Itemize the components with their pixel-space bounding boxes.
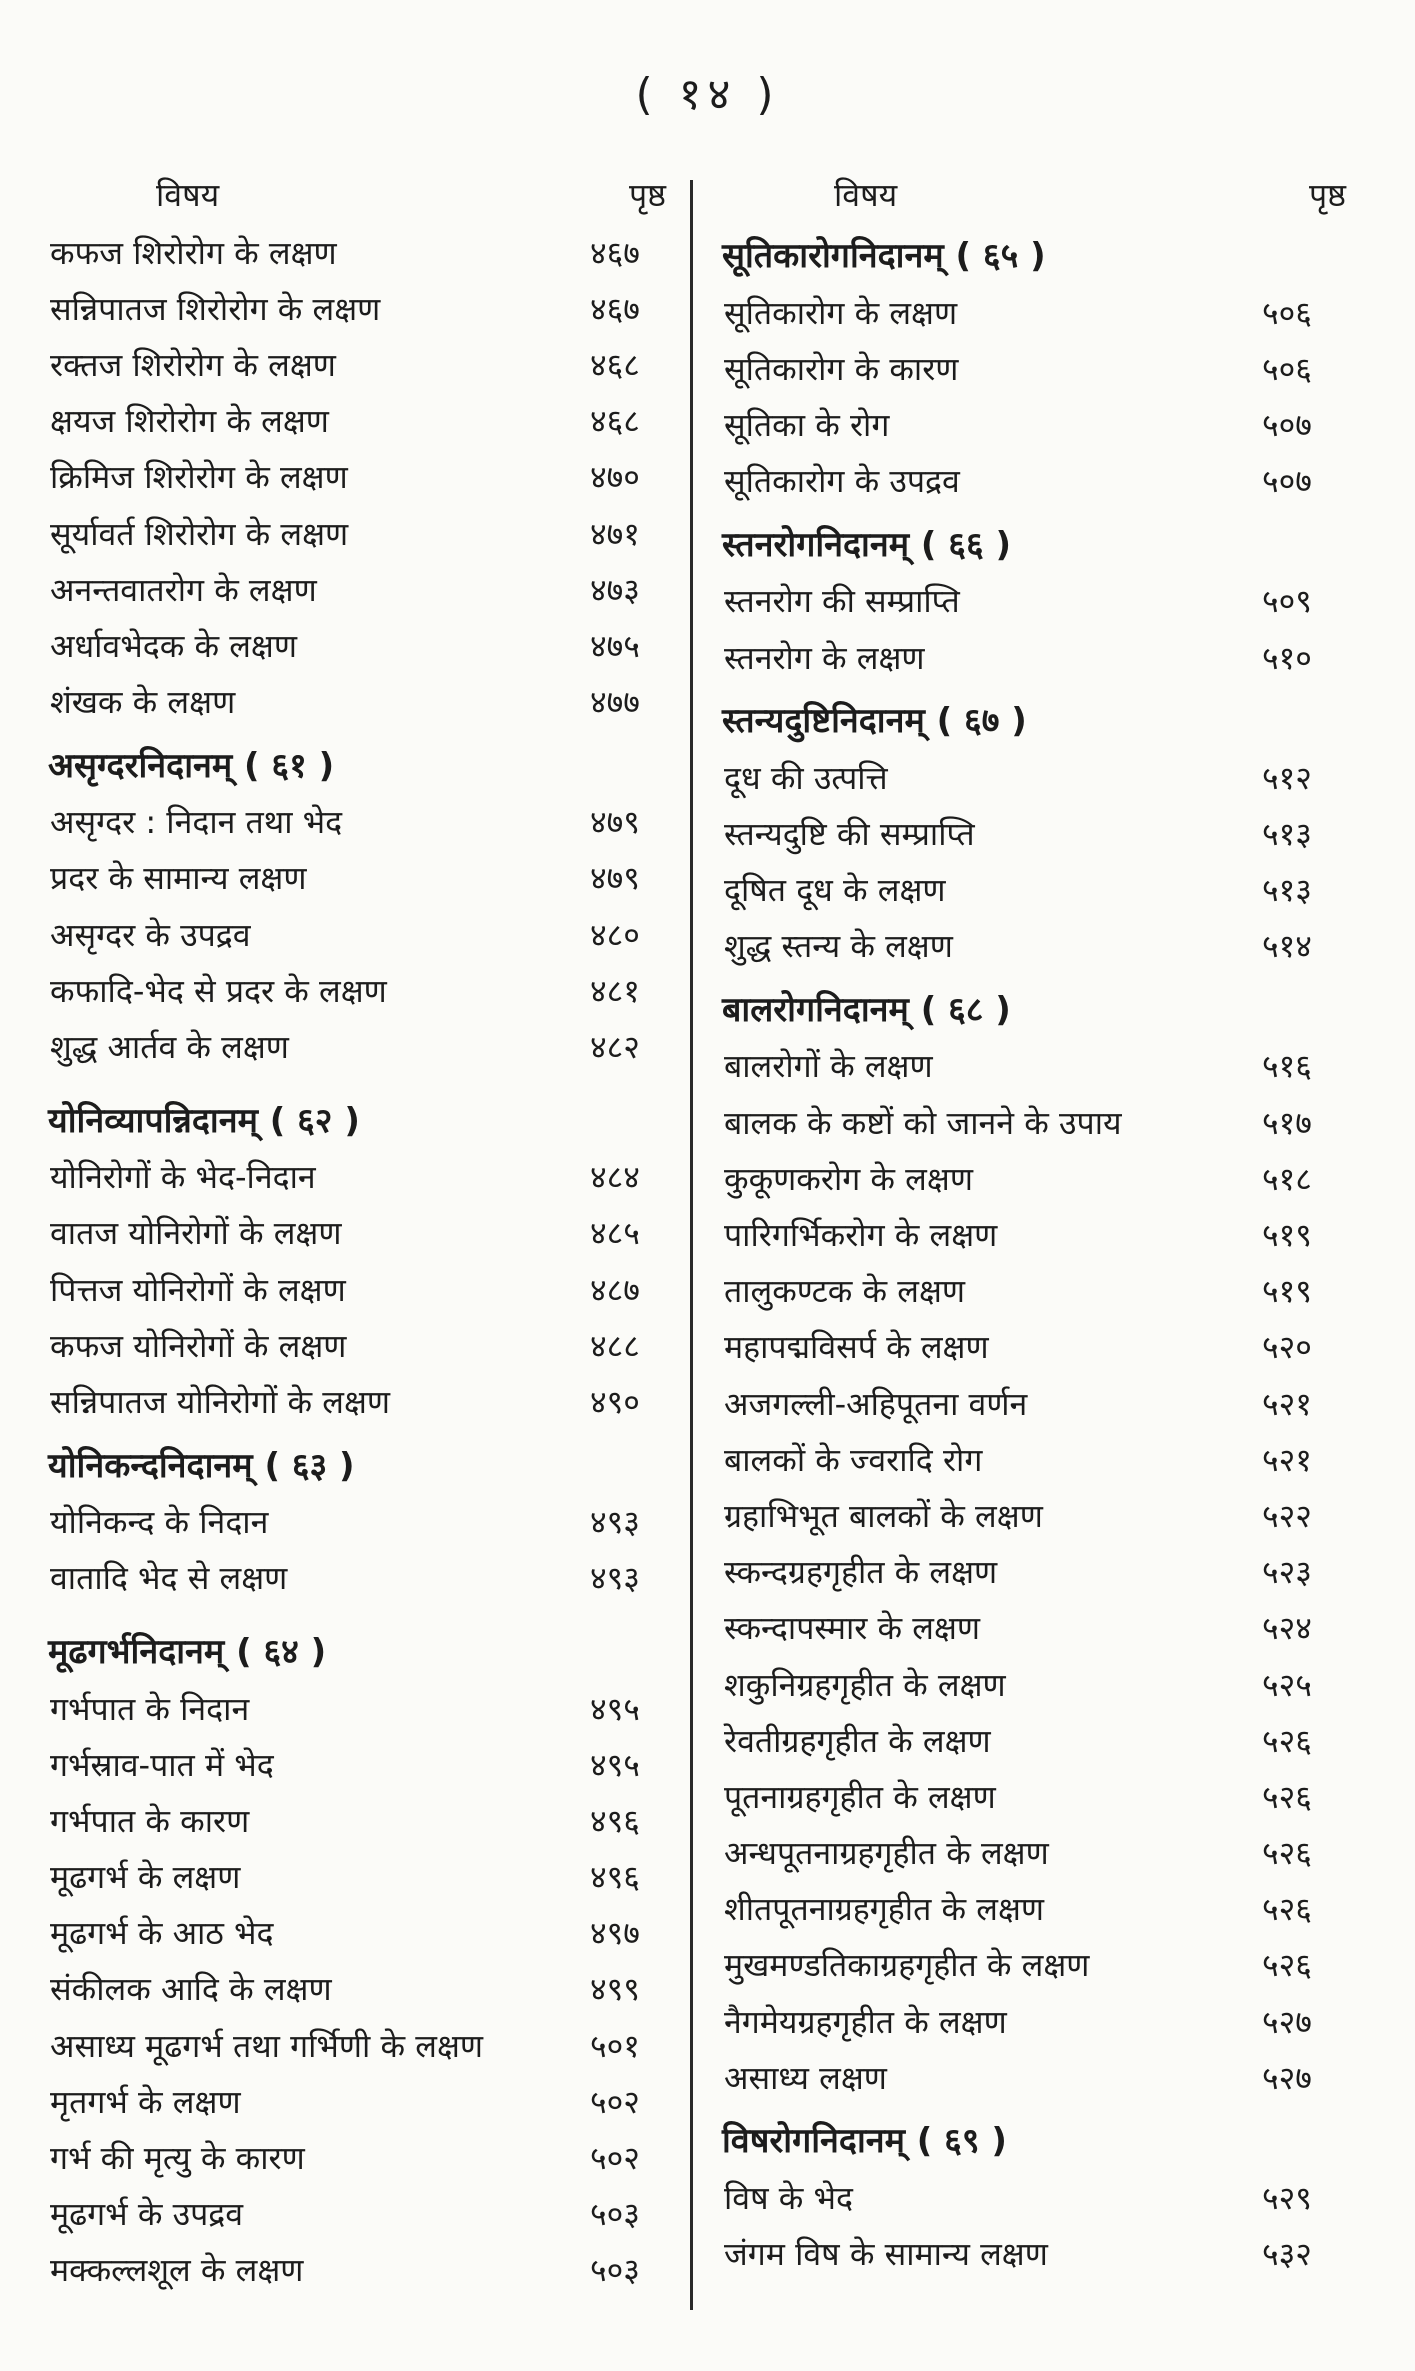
toc-page: ४६७ (590, 289, 640, 328)
toc-page: ४७७ (590, 683, 640, 722)
toc-row (48, 1317, 680, 1373)
toc-row (722, 918, 1352, 974)
toc-row (722, 1375, 1352, 1431)
toc-topic: असृग्दर : निदान तथा भेद (50, 803, 343, 842)
toc-page: ५०६ (1262, 349, 1312, 388)
toc-topic: शुद्ध स्तन्य के लक्षण (724, 927, 953, 966)
toc-topic: पूतनाग्रहगृहीत के लक्षण (724, 1777, 996, 1816)
toc-topic: स्कन्दग्रहगृहीत के लक्षण (724, 1553, 998, 1592)
toc-page: ५२६ (1262, 1721, 1312, 1760)
toc-page: ५२६ (1262, 1834, 1312, 1873)
toc-page: ५०३ (590, 2195, 640, 2234)
toc-page: ५१३ (1262, 871, 1312, 910)
toc-topic: बालरोगों के लक्षण (724, 1047, 933, 1086)
header-subject: विषय (156, 175, 220, 214)
section-heading-69: विषरोगनिदानम् ( ६९ ) (722, 2121, 1007, 2162)
toc-row (48, 1961, 680, 2017)
toc-page: ४९६ (590, 1858, 640, 1897)
toc-row (48, 393, 680, 449)
section-heading-62: योनिव्यापन्निदानम् ( ६२ ) (48, 1100, 360, 1141)
toc-row (48, 850, 680, 906)
toc-page: ५०७ (1262, 405, 1312, 444)
toc-topic: प्रदर के सामान्य लक्षण (50, 859, 307, 898)
toc-page: ४८४ (590, 1158, 640, 1197)
toc-page: ५२९ (1262, 2179, 1312, 2218)
toc-topic: मूढगर्भ के उपद्रव (50, 2195, 244, 2234)
toc-row (48, 906, 680, 962)
toc-page: ४८२ (590, 1028, 640, 1067)
toc-topic: मूढगर्भ के आठ भेद (50, 1914, 274, 1953)
toc-row (722, 1206, 1352, 1262)
toc-row (722, 396, 1352, 452)
toc-row (48, 505, 680, 561)
toc-row (722, 453, 1352, 509)
toc-page: ५०३ (590, 2251, 640, 2290)
toc-page: ४७० (590, 458, 640, 497)
toc-row (722, 749, 1352, 805)
toc-topic: अजगल्ली-अहिपूतना वर्णन (724, 1384, 1028, 1423)
toc-page: ५२० (1262, 1328, 1312, 1367)
toc-topic: गर्भस्राव-पात में भेद (50, 1745, 274, 1784)
toc-topic: गर्भपात के निदान (50, 1689, 250, 1728)
toc-row (722, 1544, 1352, 1600)
toc-page: ५१३ (1262, 814, 1312, 853)
toc-page: ५२६ (1262, 1777, 1312, 1816)
section-heading-67: स्तन्यदुष्टिनिदानम् ( ६७ ) (722, 701, 1027, 742)
toc-row (48, 280, 680, 336)
toc-topic: सन्निपातज शिरोरोग के लक्षण (50, 289, 381, 328)
toc-row (722, 2226, 1352, 2282)
toc-row (48, 2073, 680, 2129)
toc-row (48, 674, 680, 730)
toc-row (48, 794, 680, 850)
toc-row (48, 1550, 680, 1606)
toc-row (722, 1656, 1352, 1712)
toc-page: ४९९ (590, 1970, 640, 2009)
toc-topic: कुकूणकरोग के लक्षण (724, 1159, 973, 1198)
right-column (722, 168, 1352, 2282)
toc-page: ४८५ (590, 1214, 640, 1253)
toc-topic: शकुनिग्रहगृहीत के लक्षण (724, 1665, 1006, 1704)
toc-topic: मृतगर्भ के लक्षण (50, 2082, 241, 2121)
toc-row (722, 805, 1352, 861)
toc-row (722, 1937, 1352, 1993)
toc-page: ५१९ (1262, 1216, 1312, 1255)
toc-topic: गर्भपात के कारण (50, 1801, 250, 1840)
entries-chapter-60 (48, 224, 680, 730)
column-header (48, 168, 680, 220)
toc-row (48, 1373, 680, 1429)
toc-page: ४६७ (590, 233, 640, 272)
toc-page: ४६८ (590, 402, 640, 441)
toc-row (48, 336, 680, 392)
toc-page: ४७१ (590, 514, 640, 553)
toc-row (48, 449, 680, 505)
toc-row (48, 1205, 680, 1261)
toc-row (48, 2129, 680, 2185)
toc-row (722, 1600, 1352, 1656)
toc-page: ५२६ (1262, 1946, 1312, 1985)
toc-page: ५२३ (1262, 1553, 1312, 1592)
toc-row (48, 1849, 680, 1905)
toc-row (48, 1261, 680, 1317)
toc-topic: शीतपूतनाग्रहगृहीत के लक्षण (724, 1890, 1045, 1929)
toc-page: ४७९ (590, 859, 640, 898)
toc-page: ४६८ (590, 345, 640, 384)
toc-topic: शंखक के लक्षण (50, 683, 236, 722)
toc-topic: विष के भेद (724, 2179, 853, 2218)
toc-topic: स्कन्दापस्मार के लक्षण (724, 1609, 981, 1648)
toc-page: ५२१ (1262, 1384, 1312, 1423)
section-heading-61: असृग्दरनिदानम् ( ६१ ) (48, 745, 335, 786)
toc-topic: असाध्य लक्षण (724, 2058, 887, 2097)
section-heading-64: मूढगर्भनिदानम् ( ६४ ) (48, 1631, 327, 1672)
toc-topic: कफादि-भेद से प्रदर के लक्षण (50, 971, 387, 1010)
toc-topic: बालक के कष्टों को जानने के उपाय (724, 1103, 1122, 1142)
toc-topic: अर्धावभेदक के लक्षण (50, 626, 297, 665)
toc-row (722, 2169, 1352, 2225)
toc-row (48, 2017, 680, 2073)
toc-topic: सूतिका के रोग (724, 405, 890, 444)
toc-page: ४९६ (590, 1801, 640, 1840)
toc-page: ५१८ (1262, 1159, 1312, 1198)
toc-topic: दूध की उत्पत्ति (724, 758, 888, 797)
toc-topic: वातादि भेद से लक्षण (50, 1559, 288, 1598)
toc-page: ४९३ (590, 1559, 640, 1598)
toc-topic: मुखमण्डतिकाग्रहगृहीत के लक्षण (724, 1946, 1090, 1985)
toc-row (48, 1736, 680, 1792)
toc-topic: नैगमेयग्रहगृहीत के लक्षण (724, 2002, 1007, 2041)
toc-topic: स्तनरोग की सम्प्राप्ति (724, 582, 960, 621)
toc-page: ४७९ (590, 803, 640, 842)
toc-row (48, 1018, 680, 1074)
toc-row (48, 962, 680, 1018)
toc-row (48, 2186, 680, 2242)
toc-page: ५२५ (1262, 1665, 1312, 1704)
toc-row (48, 1792, 680, 1848)
section-heading-66: स्तनरोगनिदानम् ( ६६ ) (722, 524, 1012, 565)
toc-topic: पित्तज योनिरोगों के लक्षण (50, 1270, 346, 1309)
toc-topic: सन्निपातज योनिरोगों के लक्षण (50, 1382, 391, 1421)
toc-row (722, 1150, 1352, 1206)
toc-page: ४९५ (590, 1745, 640, 1784)
toc-page: ५०२ (590, 2082, 640, 2121)
toc-topic: ग्रहाभिभूत बालकों के लक्षण (724, 1496, 1043, 1535)
toc-topic: सूतिकारोग के कारण (724, 349, 959, 388)
toc-page: ५२२ (1262, 1496, 1312, 1535)
toc-topic: सूतिकारोग के लक्षण (724, 293, 958, 332)
toc-row (722, 1319, 1352, 1375)
toc-page: ४८१ (590, 971, 640, 1010)
toc-row (722, 629, 1352, 685)
toc-row (722, 284, 1352, 340)
toc-row (48, 1905, 680, 1961)
toc-topic: क्रिमिज शिरोरोग के लक्षण (50, 458, 348, 497)
section-heading-63: योनिकन्दनिदानम् ( ६३ ) (48, 1445, 355, 1486)
toc-page: ५०९ (1262, 582, 1312, 621)
toc-row (722, 340, 1352, 396)
toc-topic: कफज योनिरोगों के लक्षण (50, 1326, 347, 1365)
toc-topic: अनन्तवातरोग के लक्षण (50, 570, 317, 609)
toc-topic: स्तनरोग के लक्षण (724, 638, 925, 677)
toc-row (722, 862, 1352, 918)
toc-topic: स्तन्यदुष्टि की सम्प्राप्ति (724, 814, 975, 853)
toc-page: ४७३ (590, 570, 640, 609)
toc-topic: योनिकन्द के निदान (50, 1503, 269, 1542)
toc-topic: गर्भ की मृत्यु के कारण (50, 2139, 305, 2178)
toc-page: ५१४ (1262, 927, 1312, 966)
toc-topic: रेवतीग्रहगृहीत के लक्षण (724, 1721, 991, 1760)
toc-topic: तालुकण्टक के लक्षण (724, 1272, 966, 1311)
toc-page: ४८८ (590, 1326, 640, 1365)
header-subject: विषय (834, 175, 898, 214)
toc-row (722, 1712, 1352, 1768)
toc-page: ५३२ (1262, 2235, 1312, 2274)
toc-topic: योनिरोगों के भेद-निदान (50, 1158, 316, 1197)
header-page: पृष्ठ (628, 175, 666, 214)
toc-row (722, 1263, 1352, 1319)
toc-page: ५२४ (1262, 1609, 1312, 1648)
toc-row (48, 1494, 680, 1550)
toc-row (722, 1993, 1352, 2049)
toc-page: ४९५ (590, 1689, 640, 1728)
toc-page: ५०१ (590, 2026, 640, 2065)
toc-row (48, 224, 680, 280)
toc-row (48, 2242, 680, 2298)
toc-page: ५१९ (1262, 1272, 1312, 1311)
toc-topic: सूतिकारोग के उपद्रव (724, 462, 960, 501)
toc-page: ४९७ (590, 1914, 640, 1953)
toc-topic: रक्तज शिरोरोग के लक्षण (50, 345, 336, 384)
toc-topic: जंगम विष के सामान्य लक्षण (724, 2235, 1048, 2274)
toc-row (722, 1768, 1352, 1824)
toc-page: ५१७ (1262, 1103, 1312, 1142)
toc-row (722, 1487, 1352, 1543)
toc-page: ५२७ (1262, 2058, 1312, 2097)
toc-row (722, 1881, 1352, 1937)
toc-page: ५२७ (1262, 2002, 1312, 2041)
section-heading-65: सूतिकारोगनिदानम् ( ६५ ) (722, 236, 1046, 276)
toc-page: ४९० (590, 1382, 640, 1421)
toc-topic: वातज योनिरोगों के लक्षण (50, 1214, 342, 1253)
toc-page: ५०६ (1262, 293, 1312, 332)
toc-row (48, 617, 680, 673)
toc-row (722, 1825, 1352, 1881)
toc-topic: क्षयज शिरोरोग के लक्षण (50, 402, 329, 441)
toc-page: ४८७ (590, 1270, 640, 1309)
toc-page: ४९३ (590, 1503, 640, 1542)
toc-topic: शुद्ध आर्तव के लक्षण (50, 1028, 289, 1067)
toc-page: ५२१ (1262, 1440, 1312, 1479)
toc-topic: दूषित दूध के लक्षण (724, 871, 946, 910)
toc-topic: संकीलक आदि के लक्षण (50, 1970, 332, 2009)
toc-topic: असाध्य मूढगर्भ तथा गर्भिणी के लक्षण (50, 2026, 484, 2065)
toc-page: ४८० (590, 915, 640, 954)
left-column (48, 168, 680, 2298)
toc-topic: अन्धपूतनाग्रहगृहीत के लक्षण (724, 1834, 1049, 1873)
column-header (722, 168, 1352, 220)
toc-row (48, 561, 680, 617)
toc-topic: असृग्दर के उपद्रव (50, 915, 251, 954)
toc-row (48, 1680, 680, 1736)
header-page: पृष्ठ (1308, 175, 1346, 214)
toc-row (722, 1094, 1352, 1150)
toc-topic: मक्कल्लशूल के लक्षण (50, 2251, 304, 2290)
toc-topic: पारिगर्भिकरोग के लक्षण (724, 1216, 998, 1255)
toc-topic: सूर्यावर्त शिरोरोग के लक्षण (50, 514, 349, 553)
toc-page: ५०७ (1262, 462, 1312, 501)
toc-page: ५१६ (1262, 1047, 1312, 1086)
toc-row (722, 573, 1352, 629)
toc-row (722, 1431, 1352, 1487)
toc-page: ४७५ (590, 626, 640, 665)
toc-topic: बालकों के ज्वरादि रोग (724, 1440, 983, 1479)
toc-topic: मूढगर्भ के लक्षण (50, 1858, 241, 1897)
toc-page: ५१० (1262, 638, 1312, 677)
toc-topic: कफज शिरोरोग के लक्षण (50, 233, 337, 272)
toc-topic: महापद्मविसर्प के लक्षण (724, 1328, 989, 1367)
section-heading-68: बालरोगनिदानम् ( ६८ ) (722, 989, 1011, 1030)
toc-page: ५१२ (1262, 758, 1312, 797)
toc-page: ५२६ (1262, 1890, 1312, 1929)
toc-row (48, 1149, 680, 1205)
toc-row (722, 1038, 1352, 1094)
page-number: ( १४ ) (635, 69, 780, 120)
toc-page: ५०२ (590, 2139, 640, 2178)
column-divider (690, 180, 693, 2310)
toc-row (722, 2049, 1352, 2105)
